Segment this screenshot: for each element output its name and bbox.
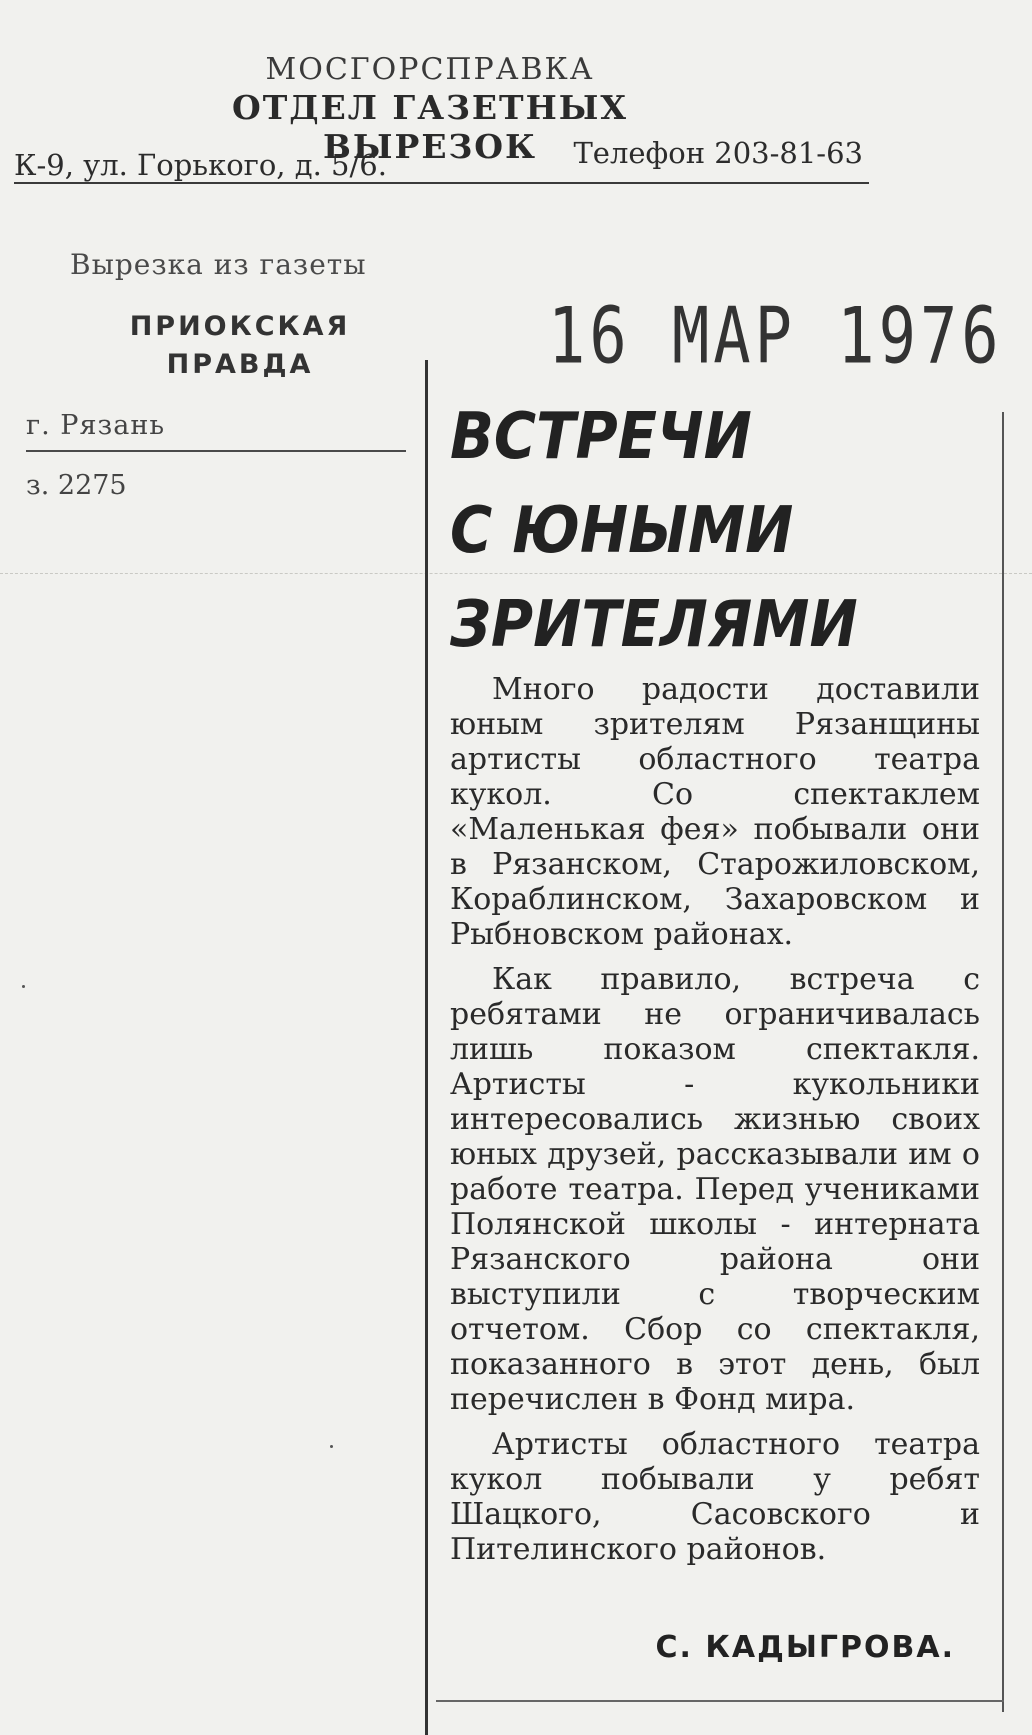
newspaper-title-line2: ПРАВДА [166,349,314,380]
agency-name: МОСГОРСПРАВКА [265,52,595,87]
paper-speck [330,1445,333,1448]
source-label: Вырезка из газеты [70,248,367,281]
paper-speck [22,985,25,988]
clipping-edge-left [425,360,428,1735]
article-author: С. КАДЫГРОВА. [655,1630,955,1665]
address-row [14,136,869,184]
article-paragraph: Много радости доставили юным зрителям Рязанщины артисты областного театра кукол. Со спектаклем «Маленькая фея» побывали они в Рязанском, Старожиловском, Кораблинском, Захаровском и Рыбновском районах. [450,672,980,952]
clipping-edge-bottom [436,1700,1004,1702]
newspaper-title [110,308,370,384]
newspaper-title-line1: ПРИОКСКАЯ [129,311,351,342]
newspaper-city: г. Рязань [26,410,166,441]
order-number: з. 2275 [26,470,127,501]
article-headline [450,390,936,672]
clipping-edge-right [1002,412,1004,1712]
article-paragraph: Как правило, встреча с ребятами не ограничивалась лишь показом спектакля. Артисты - кукольники интересовались жизнью своих юных друзей, рассказывали им о работе театра. Перед учениками Полянской школы - интерната Рязанского района они выступили с творческим отчетом. Сбор со спектакля, показанного в этот день, был перечислен в Фонд мира. [450,962,980,1417]
headline-line2: С ЮНЫМИ [450,494,794,568]
headline-line1: ВСТРЕЧИ [450,400,752,474]
agency-phone: Телефон 203-81-63 [573,136,863,170]
article-body [450,672,980,1577]
department-name: ОТДЕЛ ГАЗЕТНЫХ ВЫРЕЗОК [231,88,629,166]
divider [26,450,406,452]
agency-address: К-9, ул. Горького, д. 5/6. [14,148,387,182]
headline-line3: ЗРИТЕЛЯМИ [450,588,858,662]
article-paragraph: Артисты областного театра кукол побывали у ребят Шацкого, Сасовского и Пителинского районов. [450,1427,980,1567]
date-stamp: 16 МАР 1976 [548,290,1003,382]
